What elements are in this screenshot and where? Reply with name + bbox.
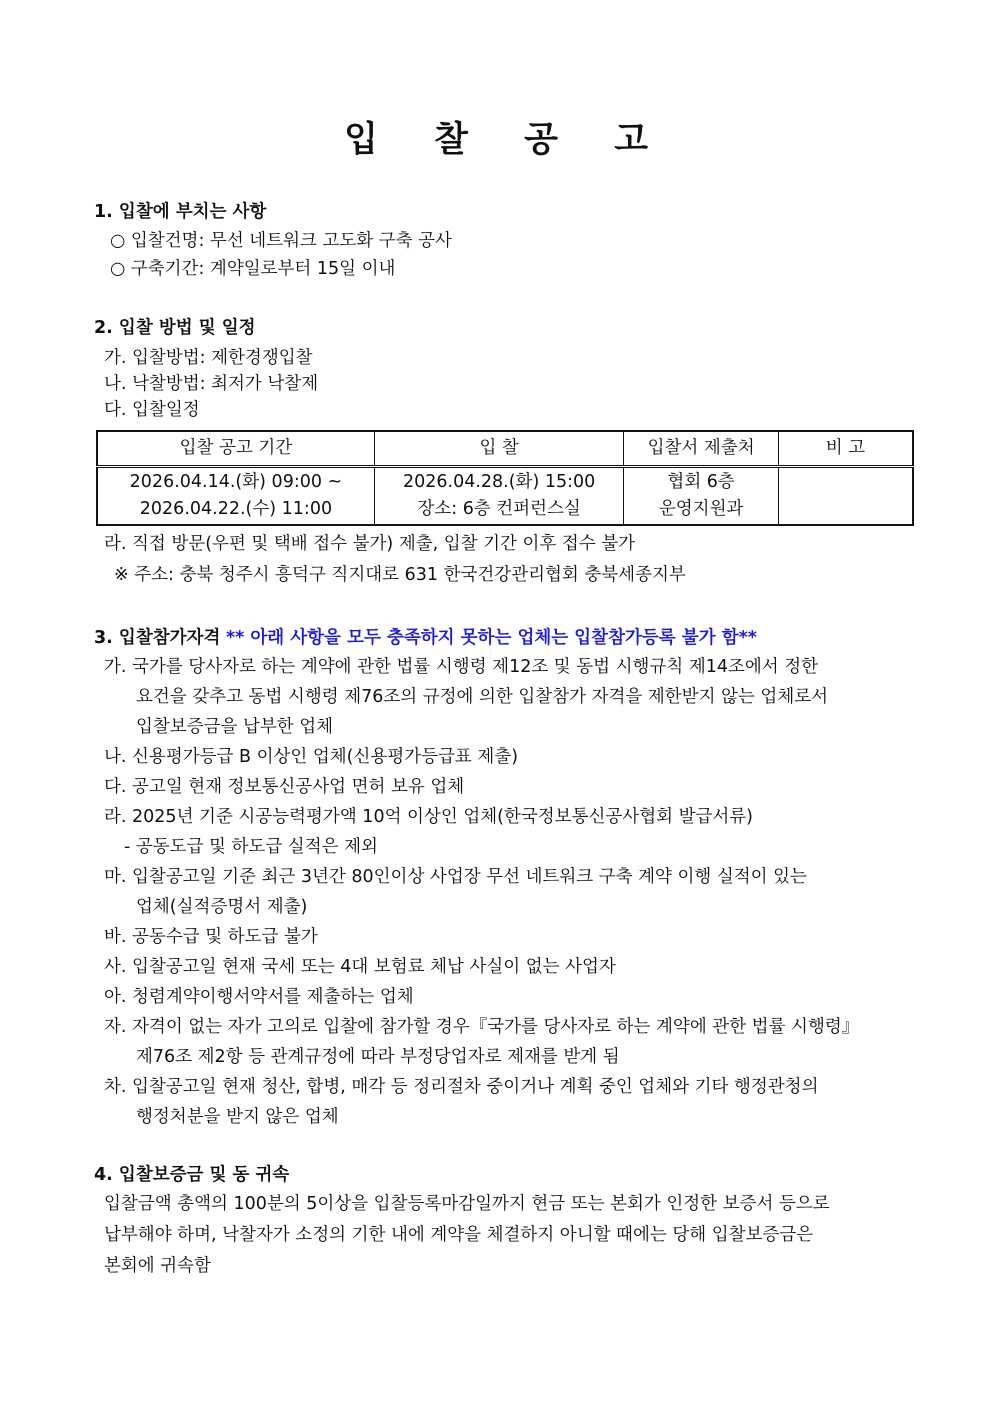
header-note: 비 고 [778, 431, 913, 467]
section3-item-sa: 사. 입찰공고일 현재 국세 또는 4대 보험료 체납 사실이 없는 사업자 [104, 957, 616, 977]
section3-item-ja-cont: 제76조 제2항 등 관계규정에 따라 부정당업자로 제재를 받게 됨 [136, 1047, 620, 1067]
section2-item-method: 가. 입찰방법: 제한경쟁입찰 [104, 348, 313, 368]
section1-item-period: ○ 구축기간: 계약일로부터 15일 이내 [110, 259, 396, 279]
schedule-table [96, 430, 914, 526]
section3-heading-line [94, 627, 757, 649]
section1-heading: 1. 입찰에 부치는 사항 [94, 202, 267, 222]
schedule-table-header [97, 431, 913, 467]
header-period: 입찰 공고 기간 [97, 431, 374, 467]
section3-item-ra-sub: - 공동도급 및 하도급 실적은 제외 [124, 837, 378, 857]
cell-period [97, 467, 374, 526]
cell-note [778, 467, 913, 526]
section2-heading: 2. 입찰 방법 및 일정 [94, 318, 256, 338]
section3-item-cha-cont: 행정처분을 받지 않은 업체 [136, 1107, 339, 1127]
header-submit: 입찰서 제출처 [624, 431, 779, 467]
section3-item-ga-cont1: 요건을 갖추고 동법 시행령 제76조의 규정에 의한 입찰참가 자격을 제한받지 않는 업체로서 [136, 687, 829, 707]
period-end: 2026.04.22.(수) 11:00 [139, 499, 333, 519]
section4-text-3: 본회에 귀속함 [104, 1256, 211, 1276]
section3-item-ma-cont: 업체(실적증명서 제출) [136, 897, 308, 917]
submit-floor: 협회 6층 [667, 472, 735, 492]
header-bid: 입 찰 [374, 431, 623, 467]
section4-heading: 4. 입찰보증금 및 동 귀속 [94, 1165, 290, 1185]
section3-item-ga-cont2: 입찰보증금을 납부한 업체 [136, 717, 334, 737]
section3-item-ra: 라. 2025년 기준 시공능력평가액 10억 이상인 업체(한국정보통신공사협회 발급서류) [104, 807, 754, 827]
submit-dept: 운영지원과 [658, 499, 744, 519]
section4-text-1: 입찰금액 총액의 100분의 5이상을 입찰등록마감일까지 현금 또는 본회가 인정한 보증서 등으로 [104, 1194, 830, 1214]
section3-item-a: 아. 청렴계약이행서약서를 제출하는 업체 [104, 987, 414, 1007]
page-title: 입 찰 공 고 [344, 120, 670, 160]
section3-item-ba: 바. 공동수급 및 하도급 불가 [104, 927, 318, 947]
section3-heading: 3. 입찰참가자격 [94, 628, 221, 648]
section1-item-name: ○ 입찰건명: 무선 네트워크 고도화 구축 공사 [110, 231, 452, 251]
section3-item-ga: 가. 국가를 당사자로 하는 계약에 관한 법률 시행령 제12조 및 동법 시행규칙 제14조에서 정한 [104, 657, 819, 677]
section3-item-na: 나. 신용평가등급 B 이상인 업체(신용평가등급표 제출) [104, 747, 519, 767]
bid-datetime: 2026.04.28.(화) 15:00 [402, 472, 596, 492]
section3-item-da: 다. 공고일 현재 정보통신공사업 면허 보유 업체 [104, 777, 465, 797]
section3-item-cha: 차. 입찰공고일 현재 청산, 합병, 매각 등 정리절차 중이거나 계획 중인 업체와 기타 행정관청의 [104, 1077, 819, 1097]
cell-bid [374, 467, 623, 526]
section3-item-ma: 마. 입찰공고일 기준 최근 3년간 80인이상 사업장 무선 네트워크 구축 계약 이행 실적이 있는 [104, 867, 807, 887]
table-row [97, 467, 913, 526]
section2-item-award: 나. 낙찰방법: 최저가 낙찰제 [104, 374, 319, 394]
section4-text-2: 납부해야 하며, 낙찰자가 소정의 기한 내에 계약을 체결하지 아니할 때에는 당해 입찰보증금은 [104, 1225, 814, 1245]
period-start: 2026.04.14.(화) 09:00 ~ [129, 472, 343, 492]
section2-address: ※ 주소: 충북 청주시 흥덕구 직지대로 631 한국건강관리협회 충북세종지부 [114, 565, 686, 585]
section2-item-submission: 라. 직접 방문(우편 및 택배 접수 불가) 제출, 입찰 기간 이후 접수 불가 [104, 534, 636, 554]
section2-item-schedule: 다. 입찰일정 [104, 400, 200, 420]
section3-notice: ** 아래 사항을 모두 충족하지 못하는 업체는 입찰참가등록 불가 함** [225, 628, 757, 648]
bid-location: 장소: 6층 컨퍼런스실 [417, 499, 581, 519]
section3-item-ja: 자. 자격이 없는 자가 고의로 입찰에 참가할 경우『국가를 당사자로 하는 계약에 관한 법률 시행령』 [104, 1017, 860, 1037]
cell-submit [624, 467, 779, 526]
